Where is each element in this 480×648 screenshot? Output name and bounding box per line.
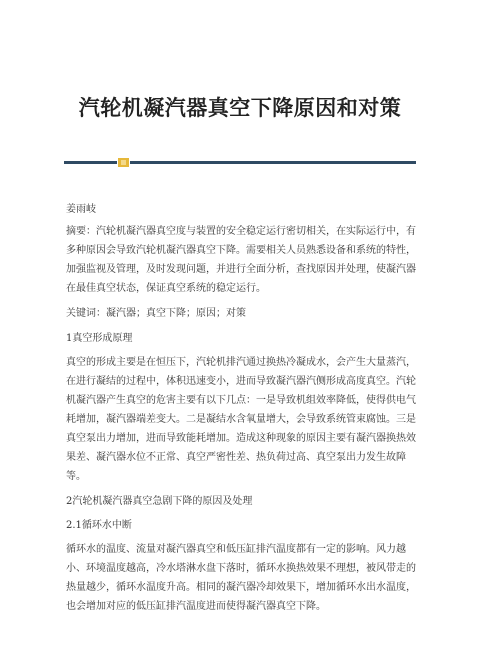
keywords-line: 关键词：凝汽器；真空下降；原因；对策 xyxy=(66,308,246,319)
document-title: 汽轮机凝汽器真空下降原因和对策 xyxy=(78,95,402,120)
divider-ornament-icon xyxy=(118,158,129,167)
document-body xyxy=(66,200,418,622)
abstract-paragraph: 摘要：汽轮机凝汽器真空度与装置的安全稳定运行密切相关，在实际运行中，有多种原因会导致汽轮机凝汽器真空下降。需要相关人员熟悉设备和系统的特性，加强监视及管理，及时发现问题，并进行全面分析，查找原因并处理，使凝汽器在最佳真空状态，保证真空系统的稳定运行。 xyxy=(66,226,416,294)
section-2-heading: 2汽轮机凝汽器真空急剧下降的原因及处理 xyxy=(66,496,253,507)
title-divider xyxy=(64,158,416,166)
divider-bar-left xyxy=(64,161,117,164)
divider-bar-right xyxy=(130,161,416,164)
section-1-heading: 1真空形成原理 xyxy=(66,333,133,344)
section-1-paragraph: 真空的形成主要是在恒压下，汽轮机排汽通过换热冷凝成水，会产生大量蒸汽，在进行凝结的过程中，体积迅速变小，进而导致凝汽器汽侧形成高度真空。汽轮机凝汽器产生真空的危害主要有以下几点：一是导致机组效率降低，使得供电气耗增加，凝汽器端差变大。二是凝结水含氧量增大，会导致系统管束腐蚀。三是真空泵出力增加，进而导致能耗增加。造成这种现象的原因主要有凝汽器换热效果差、凝汽器水位不正常、真空严密性差、热负荷过高、真空泵出力发生故障等。 xyxy=(66,357,416,482)
section-2-1-paragraph: 循环水的温度、流量对凝汽器真空和低压缸排汽温度都有一定的影响。风力越小、环境温度越高，冷水塔淋水盘下落时，循环水换热效果不理想，被风带走的热量越少，循环水温度升高。相同的凝汽器冷却效果下，增加循环水出水温度，也会增加对应的低压缸排汽温度进而使得凝汽器真空下降。 xyxy=(66,544,416,612)
author-name: 姜雨岐 xyxy=(66,204,96,215)
section-2-1-heading: 2.1循环水中断 xyxy=(66,520,132,531)
